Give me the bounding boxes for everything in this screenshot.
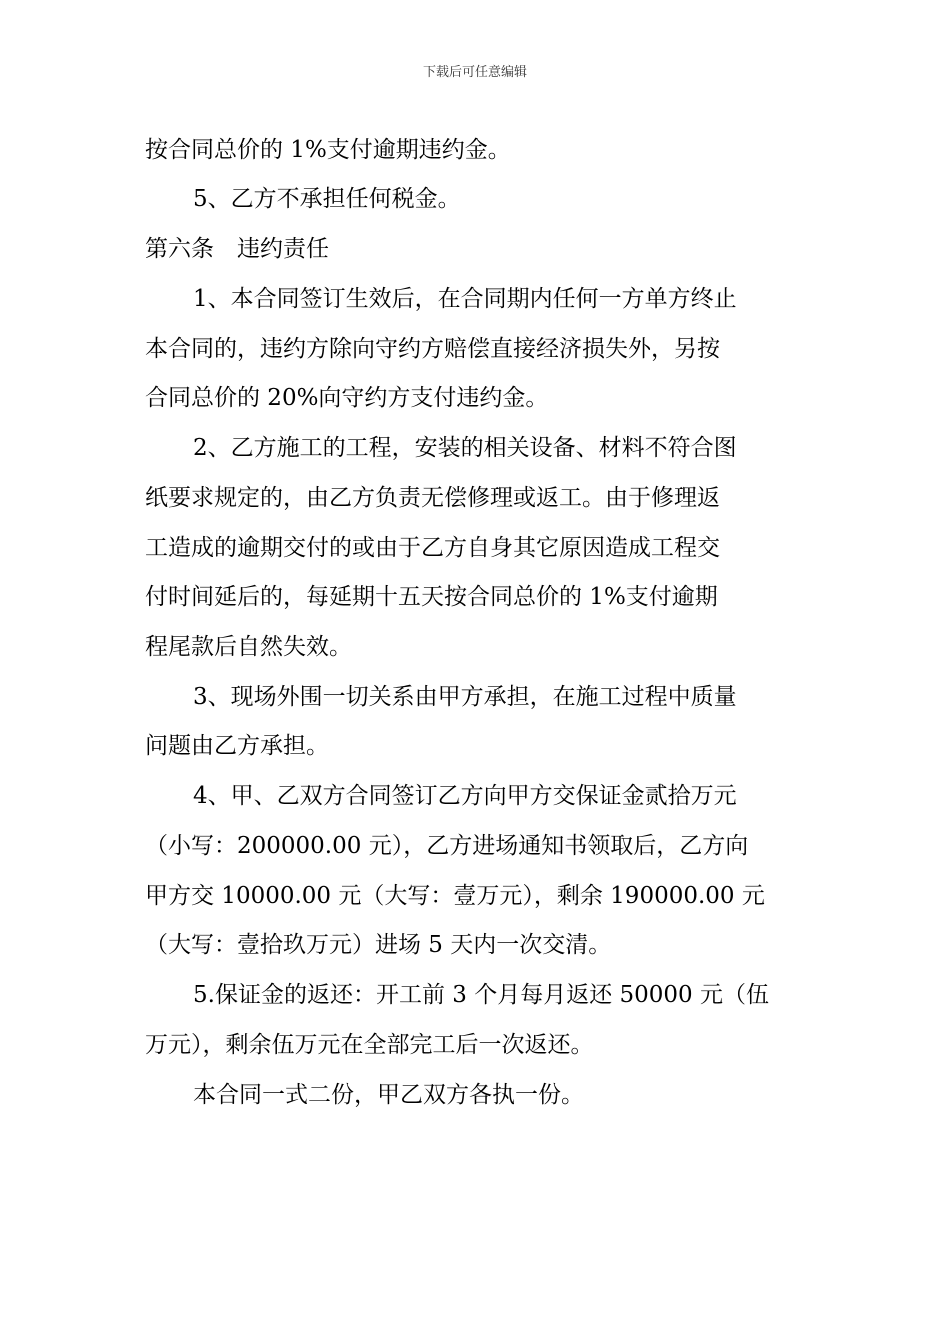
text-line: 1、本合同签订生效后，在合同期内任何一方单方终止	[193, 286, 737, 312]
text-line: 甲方交 10000.00 元（大写：壹万元），剩余 190000.00 元	[145, 883, 765, 909]
page-header: 下载后可任意编辑	[422, 65, 527, 80]
text-line: 4、甲、乙双方合同签订乙方向甲方交保证金贰拾万元	[193, 783, 737, 809]
text-line: 万元），剩余伍万元在全部完工后一次返还。	[145, 1032, 594, 1058]
text-line: 5、乙方不承担任何税金。	[193, 186, 461, 212]
text-line: 问题由乙方承担。	[145, 733, 329, 759]
text-line: 本合同一式二份，甲乙双方各执一份。	[193, 1082, 584, 1108]
text-line: 本合同的，违约方除向守约方赔偿直接经济损失外，另按	[145, 336, 720, 362]
text-line: 工造成的逾期交付的或由于乙方自身其它原因造成工程交	[145, 535, 720, 561]
text-line: 5.保证金的返还：开工前 3 个月每月返还 50000 元（伍	[193, 982, 769, 1008]
text-line: 付时间延后的，每延期十五天按合同总价的 1%支付逾期	[145, 584, 718, 610]
section-heading: 第六条 违约责任	[145, 236, 329, 262]
text-line: 2、乙方施工的工程，安装的相关设备、材料不符合图	[193, 435, 737, 461]
text-line: 程尾款后自然失效。	[145, 634, 352, 660]
text-line: 合同总价的 20%向守约方支付违约金。	[145, 385, 549, 411]
text-line: （小写：200000.00 元），乙方进场通知书领取后，乙方向	[145, 833, 749, 859]
text-line: 3、现场外围一切关系由甲方承担，在施工过程中质量	[193, 684, 737, 710]
text-line: 纸要求规定的，由乙方负责无偿修理或返工。由于修理返	[145, 485, 720, 511]
text-line: （大写：壹拾玖万元）进场 5 天内一次交清。	[145, 932, 612, 958]
text-line: 按合同总价的 1%支付逾期违约金。	[145, 137, 511, 163]
